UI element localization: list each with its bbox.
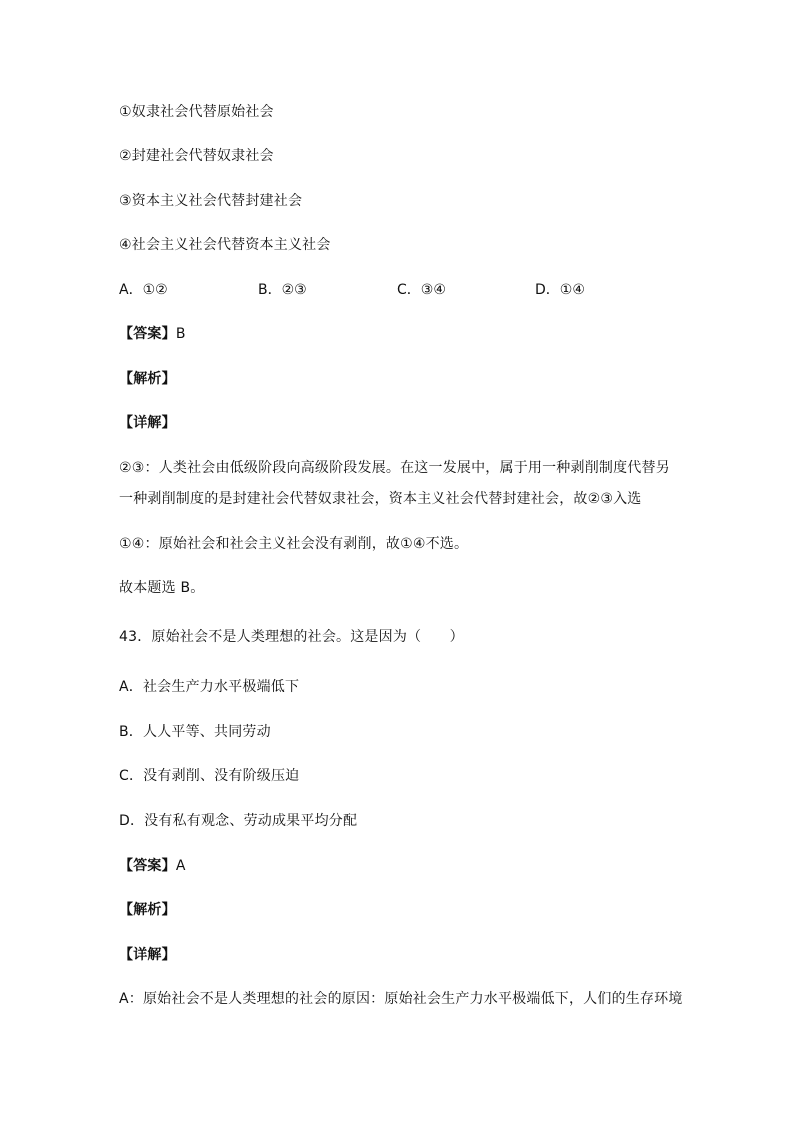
detail-line-3: ①④：原始社会和社会主义社会没有剥削，故①④不选。: [119, 536, 469, 552]
detail-line-2: 一种剥削制度的是封建社会代替奴隶社会，资本主义社会代替封建社会，故②③入选: [119, 491, 642, 507]
answer-value: B: [175, 326, 186, 342]
q43-detail-line-1: A：原始社会不是人类理想的社会的原因：原始社会生产力水平极端低下，人们的生存环境: [119, 991, 683, 1007]
statement-item-4: ④社会主义社会代替资本主义社会: [119, 237, 331, 253]
option-b: B．②③: [258, 282, 307, 298]
q43-answer-label: 【答案】: [119, 858, 176, 874]
q43-answer-value: A: [175, 858, 186, 874]
q43-option-d: D．没有私有观念、劳动成果平均分配: [119, 813, 358, 829]
statement-item-3: ③资本主义社会代替封建社会: [119, 193, 303, 209]
question-43-text: 43．原始社会不是人类理想的社会。这是因为（ ）: [119, 629, 464, 645]
q43-analysis-label: 【解析】: [119, 902, 176, 918]
detail-line-4: 故本题选 B。: [119, 580, 205, 596]
option-c: C．③④: [397, 282, 446, 298]
answer-label: 【答案】: [119, 326, 176, 342]
q43-option-a: A．社会生产力水平极端低下: [119, 679, 300, 695]
q43-answer-line: [119, 856, 186, 876]
detail-label: 【详解】: [119, 415, 176, 431]
q43-option-c: C．没有剥削、没有阶级压迫: [119, 768, 300, 784]
q43-option-b: B．人人平等、共同劳动: [119, 724, 271, 740]
statement-item-2: ②封建社会代替奴隶社会: [119, 148, 274, 164]
q43-detail-label: 【详解】: [119, 947, 176, 963]
statement-item-1: ①奴隶社会代替原始社会: [119, 104, 274, 120]
answer-line: [119, 324, 186, 344]
option-a: A．①②: [119, 282, 168, 298]
option-d: D．①④: [535, 282, 585, 298]
analysis-label: 【解析】: [119, 371, 176, 387]
detail-line-1: ②③：人类社会由低级阶段向高级阶段发展。在这一发展中，属于用一种剥削制度代替另: [119, 460, 670, 476]
